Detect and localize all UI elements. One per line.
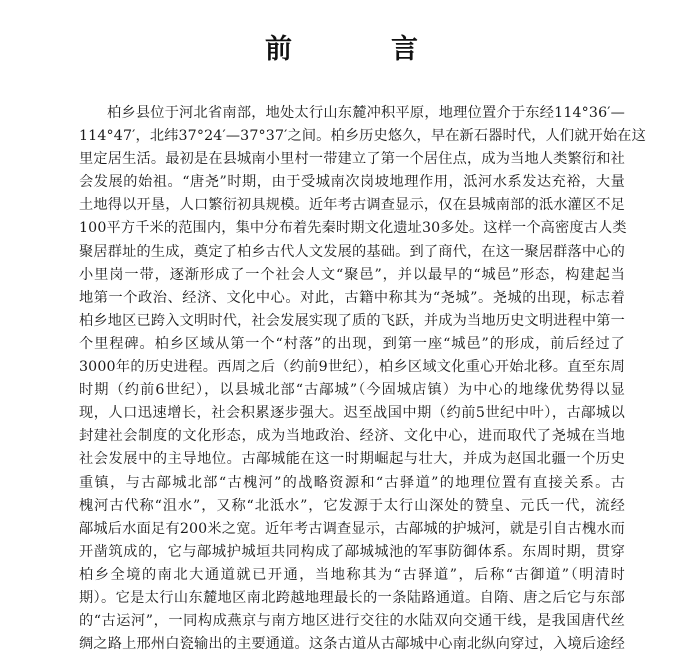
text-line: 绸之路上邢州白瓷输出的主要通道。这条古道从古鄗城中心南北纵向穿过，入境后途经 — [79, 636, 625, 653]
text-line: 3000年的历史进程。西周之后（约前9世纪），柏乡区域文化重心开始北移。直至东周 — [79, 359, 625, 376]
text-line: 开凿筑成的，它与鄗城护城垣共同构成了鄗城城池的军事防御体系。东周时期，贯穿 — [79, 543, 625, 560]
text-line: 个里程碑。柏乡区域从第一个“村落”的出现，到第一座“城邑”的形成，前后经过了 — [79, 335, 625, 352]
text-line: 期）。它是太行山东麓地区南北跨越地理最长的一条陆路通道。自隋、唐之后它与东部 — [79, 589, 625, 606]
text-line: 地第一个政治、经济、文化中心。对此，古籍中称其为“尧城”。尧城的出现，标志着 — [79, 289, 625, 306]
text-line: 槐河古代称“沮水”，又称“北泜水”，它发源于太行山深处的赞皇、元氏一代，流经 — [79, 497, 625, 514]
text-line: 114°47′，北纬37°24′—37°37′之间。柏乡历史悠久，早在新石器时代，人们就开始在这 — [79, 128, 646, 145]
text-line: 柏乡地区已跨入文明时代，社会发展实现了质的飞跃，并成为当地历史文明进程中第一 — [79, 312, 625, 329]
text-line: 100平方千米的范围内，集中分布着先秦时期文化遗址30多处。这样一个高密度古人类 — [79, 220, 627, 237]
text-line: 封建社会制度的文化形态，成为当地政治、经济、文化中心，进而取代了尧城在当地 — [79, 428, 625, 445]
text-line: 现，人口迅速增长，社会积累逐步强大。迟至战国中期（约前5世纪中叶），古鄗城以 — [79, 405, 625, 422]
text-line: 时期（约前6世纪），以县城北部“古鄗城”（今固城店镇）为中心的地缘优势得以显 — [79, 382, 625, 399]
text-line: 柏乡县位于河北省南部，地处太行山东麓冲积平原，地理位置介于东经114°36′— — [107, 105, 625, 121]
text-line: 会发展的始祖。“唐尧”时期，由于受城南次岗坡地理作用，泜河水系发达充裕，大量 — [79, 174, 625, 191]
page-title: 前 言 — [265, 34, 454, 65]
text-line: 鄗城后水面足有200米之宽。近年考古调查显示，古鄗城的护城河，就是引自古槐水而 — [79, 520, 625, 537]
text-line: 柏乡全境的南北大通道就已开通，当地称其为“古驿道”，后称“古御道”（明清时 — [79, 566, 625, 583]
text-line: 的“古运河”，一同构成燕京与南方地区进行交往的水陆双向交通干线，是我国唐代丝 — [79, 613, 625, 630]
text-line: 里定居生活。最初是在县城南小里村一带建立了第一个居住点，成为当地人类繁衍和社 — [79, 151, 625, 168]
text-line: 土地得以开垦，人口繁衍初具规模。近年考古调查显示，仅在县城南部的泜水灌区不足 — [79, 197, 625, 214]
preface-paragraph — [79, 102, 646, 656]
text-line: 社会发展中的主导地位。古鄗城能在这一时期崛起与壮大，并成为赵国北疆一个历史 — [79, 451, 625, 468]
text-line: 小里岗一带，逐渐形成了一个社会人文“聚邑”，并以最早的“城邑”形态，构建起当 — [79, 266, 625, 283]
text-line: 重镇，与古鄗城北部“古槐河”的战略资源和“古驿道”的地理位置有直接关系。古 — [79, 474, 625, 491]
text-line: 聚居群址的生成，奠定了柏乡古代人文发展的基础。到了商代，在这一聚居群落中心的 — [79, 243, 625, 260]
